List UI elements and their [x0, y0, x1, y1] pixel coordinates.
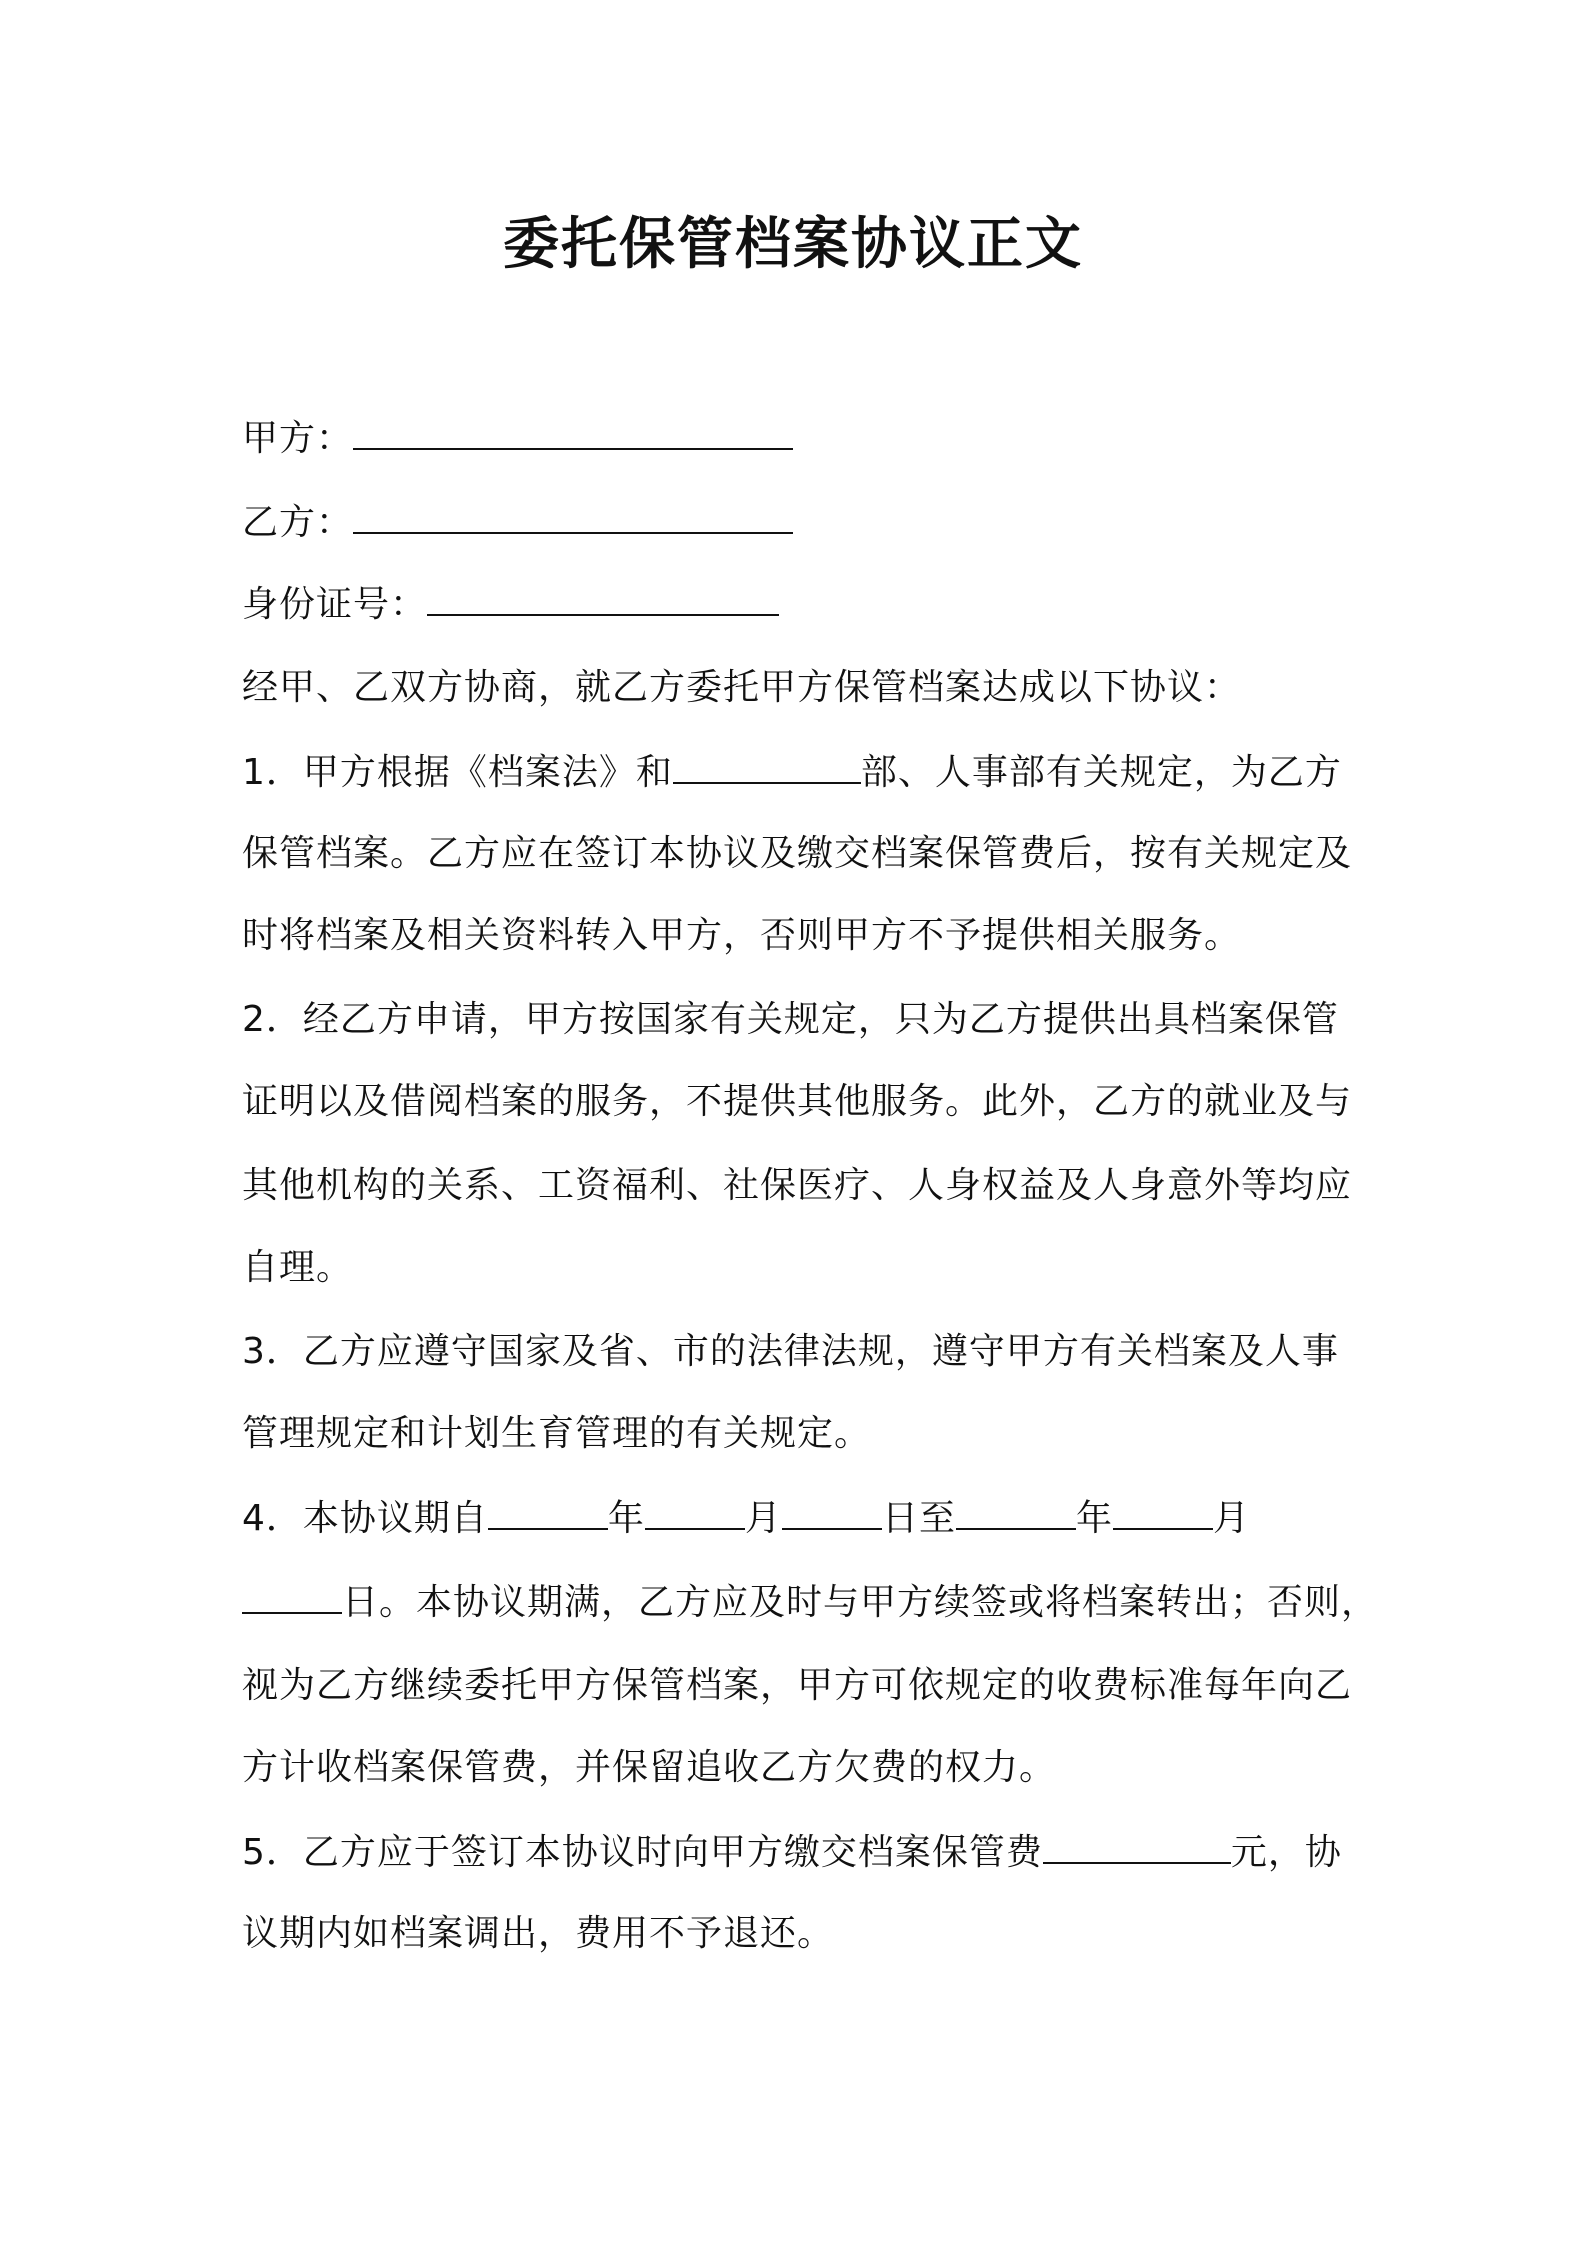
id-number-label: 身份证号：	[242, 584, 428, 625]
party-b-line	[242, 498, 793, 547]
intro-paragraph: 经甲、乙双方协商，就乙方委托甲方保管档案达成以下协议：	[242, 667, 1242, 708]
clause-4-period-label: 4．本协议期自	[242, 1498, 488, 1539]
end-year-blank	[956, 1494, 1076, 1530]
clause-2-line-1: 2．经乙方申请，甲方按国家有关规定，只为乙方提供出具档案保管	[242, 999, 1339, 1040]
end-month-blank	[1113, 1494, 1213, 1530]
start-year-blank	[488, 1494, 608, 1530]
party-a-label: 甲方：	[242, 418, 354, 459]
start-day-blank	[782, 1494, 882, 1530]
end-day-blank	[242, 1578, 342, 1614]
clause-3-line-1: 3．乙方应遵守国家及省、市的法律法规，遵守甲方有关档案及人事	[242, 1331, 1339, 1372]
clause-1-blank	[673, 748, 861, 784]
start-month-label: 月	[744, 1498, 782, 1539]
clause-2-line-2: 证明以及借阅档案的服务，不提供其他服务。此外，乙方的就业及与	[242, 1081, 1353, 1122]
end-month-label: 月	[1212, 1498, 1250, 1539]
clause-4-line-3: 视为乙方继续委托甲方保管档案，甲方可依规定的收费标准每年向乙	[242, 1665, 1353, 1706]
party-b-blank	[353, 498, 793, 534]
clause-2-line-4: 自理。	[242, 1247, 354, 1288]
clause-2-line-3: 其他机构的关系、工资福利、社保医疗、人身权益及人身意外等均应	[242, 1165, 1353, 1206]
party-a-line	[242, 414, 793, 463]
clause-5-text-a: 5．乙方应于签订本协议时向甲方缴交档案保管费	[242, 1832, 1043, 1873]
clause-5-line-2: 议期内如档案调出，费用不予退还。	[242, 1913, 835, 1954]
clause-1-text-b: 部、人事部有关规定，为乙方	[860, 752, 1342, 793]
end-year-label: 年	[1075, 1498, 1113, 1539]
clause-4-line-2	[242, 1578, 1378, 1627]
clause-5-line-1	[242, 1828, 1342, 1877]
clause-5-text-b: 元，协	[1230, 1832, 1342, 1873]
id-number-line	[242, 580, 779, 629]
clause-4-text-b: 日。本协议期满，乙方应及时与甲方续签或将档案转出；否则，	[342, 1582, 1379, 1623]
start-year-label: 年	[607, 1498, 645, 1539]
clause-3-line-2: 管理规定和计划生育管理的有关规定。	[242, 1413, 872, 1454]
start-month-blank	[645, 1494, 745, 1530]
document-title: 委托保管档案协议正文	[503, 212, 1083, 277]
clause-1-text-a: 1．甲方根据《档案法》和	[242, 752, 673, 793]
clause-4-line-1	[242, 1494, 1250, 1543]
clause-1-line-1	[242, 748, 1342, 797]
party-b-label: 乙方：	[242, 502, 354, 543]
id-number-blank	[427, 580, 779, 616]
fee-amount-blank	[1043, 1828, 1231, 1864]
clause-4-line-4: 方计收档案保管费，并保留追收乙方欠费的权力。	[242, 1747, 1057, 1788]
start-day-label: 日至	[881, 1498, 956, 1539]
party-a-blank	[353, 414, 793, 450]
clause-1-line-2: 保管档案。乙方应在签订本协议及缴交档案保管费后，按有关规定及	[242, 833, 1353, 874]
clause-1-line-3: 时将档案及相关资料转入甲方，否则甲方不予提供相关服务。	[242, 915, 1242, 956]
